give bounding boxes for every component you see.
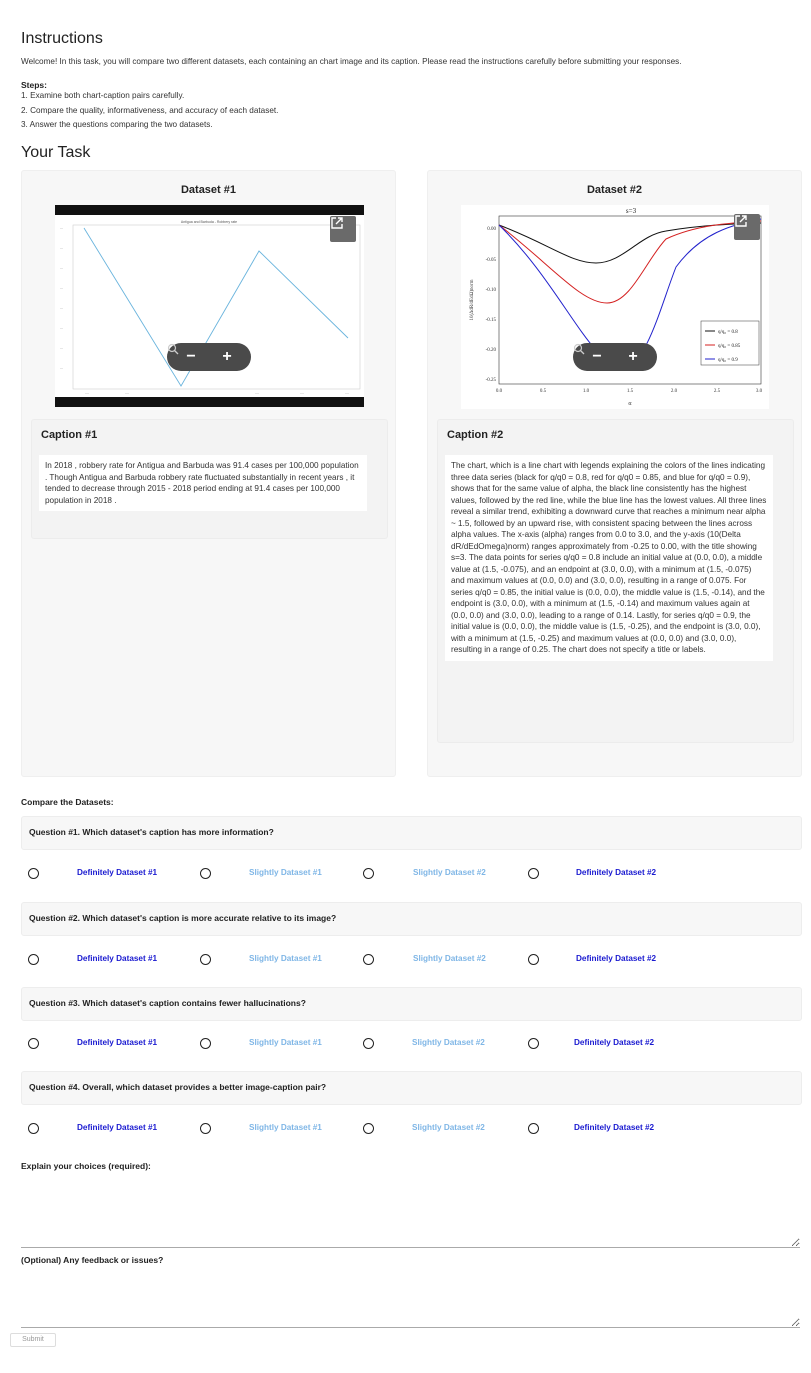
- magnifier-icon: [573, 343, 585, 355]
- svg-text:----: ----: [300, 391, 304, 395]
- zoom-controls-1[interactable]: [167, 343, 251, 371]
- question-box-1: [21, 816, 802, 850]
- zoom-controls-2[interactable]: [573, 343, 657, 371]
- steps-title: Steps:: [21, 80, 47, 90]
- dataset-title-1: Dataset #1: [180, 184, 237, 196]
- explain-textarea[interactable]: [21, 1176, 800, 1248]
- submit-button[interactable]: Submit: [10, 1333, 56, 1347]
- q4-radio-definitely-1[interactable]: [28, 1123, 39, 1134]
- x-tick-4: 2.0: [670, 389, 678, 394]
- instructions-title: Instructions: [21, 30, 103, 47]
- dataset-panel-2: [427, 170, 802, 777]
- question-box-2: [21, 902, 802, 936]
- y-tick-0: 0.00: [487, 227, 496, 232]
- chart-1-title: Antigua and Barbuda - Robbery rate: [180, 220, 238, 224]
- q1-radio-definitely-2[interactable]: [528, 868, 539, 879]
- dataset-panel-1: [21, 170, 396, 777]
- question-4-text: Question #4. Overall, which dataset provides a better image-caption pair?: [29, 1082, 327, 1092]
- step-2: 2. Compare the quality, informativeness, and accuracy of each dataset.: [21, 106, 279, 115]
- q2-option-slightly-2[interactable]: Slightly Dataset #2: [413, 954, 486, 963]
- q2-radio-slightly-1[interactable]: [200, 954, 211, 965]
- x-axis-label: α: [628, 401, 632, 407]
- task-title: Your Task: [21, 144, 91, 161]
- x-tick-0: 0.0: [495, 389, 503, 394]
- svg-text:---: ---: [60, 346, 63, 350]
- caption-box-1: [31, 419, 388, 539]
- dataset-title-2: Dataset #2: [586, 184, 643, 196]
- question-box-4: [21, 1071, 802, 1105]
- step-1: 1. Examine both chart-caption pairs carefully.: [21, 91, 185, 100]
- chart-2-title: s=3: [625, 207, 637, 215]
- y-tick-2: -0.10: [485, 288, 496, 293]
- svg-text:---: ---: [60, 306, 63, 310]
- svg-text:---: ---: [60, 226, 63, 230]
- y-axis-label: 10(ΔdR/dEdΩ)norm: [470, 279, 475, 321]
- q1-radio-slightly-2[interactable]: [363, 868, 374, 879]
- q4-option-slightly-1[interactable]: Slightly Dataset #1: [249, 1123, 322, 1132]
- x-tick-3: 1.5: [626, 389, 634, 394]
- q3-option-slightly-2[interactable]: Slightly Dataset #2: [412, 1038, 485, 1047]
- step-3: 3. Answer the questions comparing the two datasets.: [21, 120, 213, 129]
- q2-radio-slightly-2[interactable]: [363, 954, 374, 965]
- chart-2-svg: [461, 205, 769, 409]
- q3-radio-slightly-2[interactable]: [363, 1038, 374, 1049]
- legend-label-red: q/q₀ = 0.85: [718, 344, 741, 349]
- minus-icon[interactable]: −: [592, 348, 602, 365]
- explain-label: Explain your choices (required):: [21, 1161, 151, 1171]
- y-tick-5: -0.25: [485, 378, 496, 383]
- caption-title-2: Caption #2: [447, 429, 504, 441]
- q2-radio-definitely-2[interactable]: [528, 954, 539, 965]
- external-link-icon: [330, 216, 344, 230]
- svg-text:----: ----: [85, 391, 89, 395]
- compare-title: Compare the Datasets:: [21, 797, 114, 807]
- external-link-icon: [734, 214, 748, 228]
- q2-option-definitely-2[interactable]: Definitely Dataset #2: [576, 954, 657, 963]
- svg-text:---: ---: [60, 246, 63, 250]
- q2-option-slightly-1[interactable]: Slightly Dataset #1: [249, 954, 322, 963]
- feedback-label: (Optional) Any feedback or issues?: [21, 1255, 164, 1265]
- q3-radio-definitely-1[interactable]: [28, 1038, 39, 1049]
- q4-radio-slightly-1[interactable]: [200, 1123, 211, 1134]
- x-tick-6: 3.0: [755, 389, 763, 394]
- y-tick-1: -0.05: [485, 258, 496, 263]
- question-2-text: Question #2. Which dataset's caption is more accurate relative to its image?: [29, 913, 337, 923]
- svg-text:----: ----: [345, 391, 349, 395]
- legend-label-blue: q/q₀ = 0.9: [718, 358, 738, 363]
- plus-icon[interactable]: +: [628, 348, 638, 365]
- external-link-button-2[interactable]: [734, 214, 760, 240]
- svg-text:---: ---: [60, 326, 63, 330]
- feedback-textarea[interactable]: [21, 1270, 800, 1328]
- chart-image-2[interactable]: [461, 205, 769, 409]
- q1-radio-slightly-1[interactable]: [200, 868, 211, 879]
- question-1-text: Question #1. Which dataset's caption has more information?: [29, 827, 274, 837]
- question-3-text: Question #3. Which dataset's caption contains fewer hallucinations?: [29, 998, 306, 1008]
- q3-option-definitely-2[interactable]: Definitely Dataset #2: [574, 1038, 655, 1047]
- x-tick-1: 0.5: [539, 389, 547, 394]
- svg-text:---: ---: [60, 366, 63, 370]
- q4-option-definitely-1[interactable]: Definitely Dataset #1: [77, 1123, 158, 1132]
- series-red-line: [499, 221, 761, 303]
- q1-option-slightly-1[interactable]: Slightly Dataset #1: [249, 868, 322, 877]
- y-tick-4: -0.20: [485, 348, 496, 353]
- minus-icon[interactable]: −: [186, 348, 196, 365]
- q3-option-definitely-1[interactable]: Definitely Dataset #1: [77, 1038, 158, 1047]
- q4-option-slightly-2[interactable]: Slightly Dataset #2: [412, 1123, 485, 1132]
- welcome-text: Welcome! In this task, you will compare two different datasets, each containing an chart image and its caption. Please read the instructions carefully before submitting your responses.: [21, 57, 682, 66]
- chart-1-svg: [55, 205, 364, 407]
- svg-text:---: ---: [60, 286, 63, 290]
- q2-radio-definitely-1[interactable]: [28, 954, 39, 965]
- svg-text:----: ----: [125, 391, 129, 395]
- caption-text-1: In 2018 , robbery rate for Antigua and Barbuda was 91.4 cases per 100,000 population . Though Antigua and Barbuda robbery rate fluctuated substantially in recent years , it tended to decrease through 2015 - 2018 period ending at 91.4 cases per 100,000 population in 2018 .: [39, 455, 367, 511]
- q3-radio-definitely-2[interactable]: [528, 1038, 539, 1049]
- q3-radio-slightly-1[interactable]: [200, 1038, 211, 1049]
- q1-radio-definitely-1[interactable]: [28, 868, 39, 879]
- caption-title-1: Caption #1: [41, 429, 98, 441]
- external-link-button-1[interactable]: [330, 216, 356, 242]
- q4-option-definitely-2[interactable]: Definitely Dataset #2: [574, 1123, 655, 1132]
- svg-text:---: ---: [60, 266, 63, 270]
- q1-option-slightly-2[interactable]: Slightly Dataset #2: [413, 868, 486, 877]
- magnifier-icon: [167, 343, 179, 355]
- q1-option-definitely-2[interactable]: Definitely Dataset #2: [576, 868, 657, 877]
- legend-label-black: q/q₀ = 0.8: [718, 330, 738, 335]
- chart-image-1[interactable]: [55, 205, 364, 407]
- caption-box-2: [437, 419, 794, 743]
- q4-radio-definitely-2[interactable]: [528, 1123, 539, 1134]
- question-box-3: [21, 987, 802, 1021]
- q4-radio-slightly-2[interactable]: [363, 1123, 374, 1134]
- x-tick-5: 2.5: [713, 389, 721, 394]
- series-black-line: [499, 223, 761, 263]
- plus-icon[interactable]: +: [222, 348, 232, 365]
- q1-option-definitely-1[interactable]: Definitely Dataset #1: [77, 868, 158, 877]
- x-tick-2: 1.0: [582, 389, 590, 394]
- y-tick-3: -0.15: [485, 318, 496, 323]
- svg-text:----: ----: [255, 391, 259, 395]
- q2-option-definitely-1[interactable]: Definitely Dataset #1: [77, 954, 158, 963]
- q3-option-slightly-1[interactable]: Slightly Dataset #1: [249, 1038, 322, 1047]
- caption-text-2: The chart, which is a line chart with legends explaining the colors of the lines indicating three data series (black for q/q0 = 0.8, red for q/q0 = 0.85, and blue for q/q0 = 0.9), shows that for the same value of alpha, the black line consistently has the highest values, followed by the red line, while the blue line has the lowest values. All three lines reveal a similar trend, exhibiting a downward curve that reaches a minimum near alpha ~ 1.5, followed by an upward rise, with consistent spacing between the lines across alpha values. The x-axis (alpha) ranges from 0.0 to 3.0, and the y-axis (10(Delta dR/dEdOmega)norm) ranges approximately from -0.25 to 0.00, with the title showing s=3. The data points for series q/q0 = 0.8 include an initial value at (0.0, 0.0), a middle value at (1.5, -0.075), and an endpoint at (3.0, 0.0), with a minimum at (1.5, -0.075) and maximum values at (0.0, 0.0) and (3.0, 0.0), resulting in a range of 0.075. For series q/q0 = 0.85, the initial value is (0.0, 0.0), the middle value is (1.5, -0.14), and the endpoint is (3.0, 0.0), with a minimum at (1.5, -0.14) and maximum values again at (0.0, 0.0) and (3.0, 0.0), leading to a range of 0.14. Lastly, for series q/q0 = 0.9, the initial value is (0.0, 0.0), the middle value is (1.5, -0.25), and the endpoint is (3.0, 0.0), with a minimum at (1.5, -0.25) and maximum values at (0.0, 0.0) and (3.0, 0.0), resulting in a range of 0.25. The chart does not specify a title or labels.: [445, 455, 773, 661]
